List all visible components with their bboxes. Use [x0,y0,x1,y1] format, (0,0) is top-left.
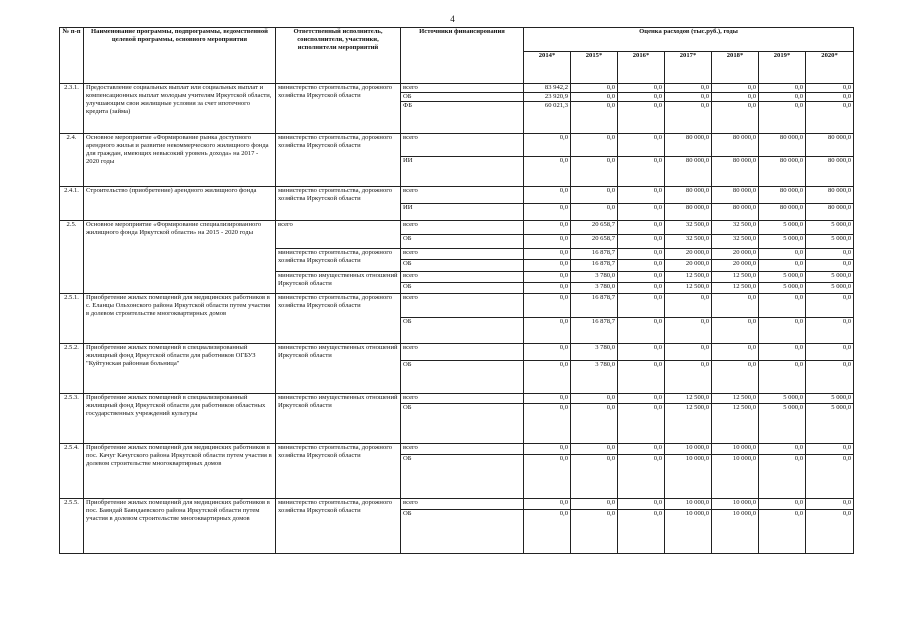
amount-cell: 0,0 [712,344,759,361]
amount-cell: 0,0 [524,499,571,510]
amount-cell: 0,0 [806,102,854,134]
amount-cell: 0,0 [618,499,665,510]
amount-cell: 0,0 [524,235,571,249]
amount-cell: 0,0 [665,294,712,318]
funding-source: всего [401,294,524,318]
amount-cell: 0,0 [759,361,806,394]
amount-cell: 0,0 [524,294,571,318]
header-year: 2018* [712,52,759,84]
table-row [60,394,854,404]
amount-cell: 12 500,0 [665,283,712,294]
funding-source: ОБ [401,260,524,272]
amount-cell: 23 920,9 [524,93,571,102]
header-year: 2016* [618,52,665,84]
funding-source: всего [401,444,524,455]
funding-source: ОБ [401,235,524,249]
amount-cell: 80 000,0 [806,187,854,204]
amount-cell: 80 000,0 [712,204,759,221]
executor: министерство строительства, дорожного хозяйства Иркутской области [276,249,401,272]
amount-cell: 0,0 [524,361,571,394]
amount-cell: 80 000,0 [759,157,806,187]
row-number: 2.4. [60,134,84,187]
amount-cell: 0,0 [712,361,759,394]
header-year: 2014* [524,52,571,84]
amount-cell: 32 500,0 [712,235,759,249]
table-row [60,444,854,455]
amount-cell: 0,0 [524,444,571,455]
executor: министерство строительства, дорожного хозяйства Иркутской области [276,499,401,554]
amount-cell: 0,0 [524,344,571,361]
executor: министерство имущественных отношений Иркутской области [276,344,401,394]
amount-cell: 0,0 [571,102,618,134]
funding-source: ИИ [401,204,524,221]
amount-cell: 0,0 [524,204,571,221]
amount-cell: 0,0 [665,344,712,361]
amount-cell: 0,0 [665,84,712,93]
amount-cell: 0,0 [524,272,571,283]
amount-cell: 0,0 [618,221,665,235]
executor: всего [276,221,401,249]
amount-cell: 5 000,0 [759,283,806,294]
amount-cell: 0,0 [524,260,571,272]
amount-cell: 0,0 [618,260,665,272]
amount-cell: 0,0 [618,361,665,394]
row-number: 2.3.1. [60,84,84,134]
amount-cell: 0,0 [806,344,854,361]
amount-cell: 0,0 [806,510,854,554]
amount-cell: 0,0 [759,455,806,499]
amount-cell: 0,0 [618,294,665,318]
funding-source: ОБ [401,404,524,444]
amount-cell: 12 500,0 [665,394,712,404]
amount-cell: 12 500,0 [665,272,712,283]
amount-cell: 10 000,0 [712,455,759,499]
amount-cell: 0,0 [571,84,618,93]
amount-cell: 0,0 [524,404,571,444]
amount-cell: 0,0 [524,134,571,157]
row-number: 2.4.1. [60,187,84,221]
amount-cell: 0,0 [712,93,759,102]
amount-cell: 16 878,7 [571,294,618,318]
funding-source: всего [401,249,524,260]
amount-cell: 80 000,0 [665,157,712,187]
amount-cell: 32 500,0 [665,221,712,235]
header-estimate: Оценка расходов (тыс.руб.), годы [524,28,854,52]
amount-cell: 0,0 [759,510,806,554]
amount-cell: 0,0 [759,249,806,260]
amount-cell: 0,0 [806,455,854,499]
amount-cell: 5 000,0 [806,283,854,294]
funding-source: ОБ [401,93,524,102]
amount-cell: 0,0 [665,361,712,394]
header-executor: Ответственный исполнитель, соисполнители, участники, исполнители мероприятий [276,28,401,84]
amount-cell: 0,0 [571,93,618,102]
funding-source: всего [401,221,524,235]
amount-cell: 80 000,0 [665,134,712,157]
amount-cell: 80 000,0 [665,187,712,204]
funding-source: ОБ [401,510,524,554]
amount-cell: 0,0 [618,344,665,361]
amount-cell: 0,0 [618,93,665,102]
row-number: 2.5.2. [60,344,84,394]
amount-cell: 80 000,0 [665,204,712,221]
amount-cell: 0,0 [571,394,618,404]
executor: министерство строительства, дорожного хозяйства Иркутской области [276,187,401,221]
amount-cell: 0,0 [571,134,618,157]
amount-cell: 0,0 [618,510,665,554]
funding-source: всего [401,187,524,204]
row-number: 2.5.3. [60,394,84,444]
amount-cell: 0,0 [712,294,759,318]
amount-cell: 0,0 [759,444,806,455]
amount-cell: 0,0 [571,157,618,187]
amount-cell: 0,0 [806,249,854,260]
amount-cell: 32 500,0 [712,221,759,235]
header-source: Источники финансирования [401,28,524,84]
amount-cell: 0,0 [618,444,665,455]
executor: министерство строительства, дорожного хозяйства Иркутской области [276,294,401,344]
funding-source: всего [401,499,524,510]
amount-cell: 10 000,0 [665,444,712,455]
table-row [60,294,854,318]
amount-cell: 5 000,0 [806,235,854,249]
expenses-table [59,27,854,554]
amount-cell: 80 000,0 [712,187,759,204]
header-name: Наименование программы, подпрограммы, ведомственной целевой программы, основного мероприятия [84,28,276,84]
amount-cell: 12 500,0 [712,404,759,444]
amount-cell: 0,0 [665,318,712,344]
program-name: Приобретение жилых помещений для медицинских работников в с. Еланцы Ольхонского района Иркутской области путем участия в долевом строительстве многоквартирных домов [84,294,276,344]
amount-cell: 5 000,0 [759,235,806,249]
amount-cell: 0,0 [759,93,806,102]
amount-cell: 83 942,2 [524,84,571,93]
funding-source: всего [401,344,524,361]
amount-cell: 80 000,0 [759,204,806,221]
amount-cell: 0,0 [571,444,618,455]
amount-cell: 0,0 [759,102,806,134]
amount-cell: 10 000,0 [712,499,759,510]
amount-cell: 0,0 [571,187,618,204]
funding-source: ФБ [401,102,524,134]
amount-cell: 12 500,0 [712,283,759,294]
amount-cell: 0,0 [524,187,571,204]
amount-cell: 0,0 [618,455,665,499]
row-number: 2.5.4. [60,444,84,499]
amount-cell: 0,0 [618,102,665,134]
program-name: Основное мероприятие «Формирование рынка доступного арендного жилья и развитие некоммерческого жилищного фонда для граждан, имеющих невысокий уровень дохода» на 2017 - 2020 годы [84,134,276,187]
funding-source: ИИ [401,157,524,187]
table-row [60,221,854,235]
amount-cell: 3 780,0 [571,344,618,361]
executor: министерство строительства, дорожного хозяйства Иркутской области [276,84,401,134]
page-number: 4 [450,14,455,24]
amount-cell: 0,0 [759,344,806,361]
amount-cell: 0,0 [759,84,806,93]
amount-cell: 5 000,0 [759,272,806,283]
amount-cell: 0,0 [571,404,618,444]
header-year: 2020* [806,52,854,84]
amount-cell: 0,0 [759,499,806,510]
program-name: Приобретение жилых помещений в специализированный жилищный фонд Иркутской области для работников ОГБУЗ "Куйтунская районная больница" [84,344,276,394]
amount-cell: 80 000,0 [712,157,759,187]
amount-cell: 0,0 [571,510,618,554]
amount-cell: 5 000,0 [759,394,806,404]
program-name: Основное мероприятие «Формирование специализированного жилищного фонда Иркутской области» на 2015 - 2020 годы [84,221,276,294]
amount-cell: 12 500,0 [665,404,712,444]
amount-cell: 3 780,0 [571,361,618,394]
amount-cell: 20 658,7 [571,221,618,235]
row-number: 2.5.1. [60,294,84,344]
amount-cell: 0,0 [806,294,854,318]
amount-cell: 0,0 [759,318,806,344]
amount-cell: 20 000,0 [712,249,759,260]
amount-cell: 80 000,0 [806,157,854,187]
amount-cell: 80 000,0 [759,134,806,157]
amount-cell: 0,0 [806,361,854,394]
amount-cell: 0,0 [524,455,571,499]
table-row [60,344,854,361]
program-name: Приобретение жилых помещений для медицинских работников в пос. Качуг Качугского района Иркутской области путем участия в долевом строительстве многоквартирных домов [84,444,276,499]
amount-cell: 3 780,0 [571,283,618,294]
amount-cell: 0,0 [618,157,665,187]
amount-cell: 5 000,0 [759,404,806,444]
amount-cell: 0,0 [618,272,665,283]
amount-cell: 0,0 [524,394,571,404]
amount-cell: 80 000,0 [806,204,854,221]
table-row [60,84,854,93]
amount-cell: 0,0 [524,249,571,260]
amount-cell: 5 000,0 [806,221,854,235]
amount-cell: 0,0 [618,134,665,157]
amount-cell: 12 500,0 [712,272,759,283]
funding-source: всего [401,134,524,157]
amount-cell: 0,0 [806,93,854,102]
amount-cell: 0,0 [806,260,854,272]
amount-cell: 0,0 [665,93,712,102]
amount-cell: 16 878,7 [571,318,618,344]
amount-cell: 0,0 [524,221,571,235]
funding-source: ОБ [401,361,524,394]
amount-cell: 0,0 [712,318,759,344]
funding-source: всего [401,272,524,283]
amount-cell: 0,0 [571,499,618,510]
funding-source: ОБ [401,318,524,344]
amount-cell: 60 021,3 [524,102,571,134]
amount-cell: 0,0 [524,157,571,187]
amount-cell: 20 000,0 [665,249,712,260]
amount-cell: 0,0 [806,318,854,344]
amount-cell: 0,0 [806,499,854,510]
amount-cell: 10 000,0 [712,510,759,554]
amount-cell: 5 000,0 [759,221,806,235]
executor: министерство строительства, дорожного хозяйства Иркутской области [276,444,401,499]
funding-source: всего [401,84,524,93]
amount-cell: 80 000,0 [759,187,806,204]
amount-cell: 0,0 [524,510,571,554]
amount-cell: 0,0 [712,102,759,134]
amount-cell: 0,0 [618,235,665,249]
program-name: Предоставление социальных выплат или социальных выплат и компенсационных выплат молодым учителям Иркутской области, улучшающим свои жилищные условия за счет ипотечного кредита (займа) [84,84,276,134]
amount-cell: 0,0 [571,455,618,499]
amount-cell: 5 000,0 [806,404,854,444]
amount-cell: 0,0 [618,394,665,404]
amount-cell: 0,0 [806,444,854,455]
header-no: № п-п [60,28,84,84]
amount-cell: 12 500,0 [712,394,759,404]
amount-cell: 0,0 [524,318,571,344]
amount-cell: 0,0 [759,294,806,318]
executor: министерство имущественных отношений Иркутской области [276,394,401,444]
table-row [60,134,854,157]
amount-cell: 10 000,0 [665,510,712,554]
header-year: 2017* [665,52,712,84]
funding-source: всего [401,394,524,404]
amount-cell: 5 000,0 [806,272,854,283]
amount-cell: 0,0 [665,102,712,134]
amount-cell: 0,0 [524,283,571,294]
amount-cell: 0,0 [618,84,665,93]
amount-cell: 0,0 [618,318,665,344]
amount-cell: 0,0 [712,84,759,93]
row-number: 2.5.5. [60,499,84,554]
header-year: 2019* [759,52,806,84]
amount-cell: 80 000,0 [712,134,759,157]
funding-source: ОБ [401,455,524,499]
program-name: Строительство (приобретение) арендного жилищного фонда [84,187,276,221]
amount-cell: 10 000,0 [665,499,712,510]
amount-cell: 20 000,0 [665,260,712,272]
amount-cell: 0,0 [618,249,665,260]
amount-cell: 20 000,0 [712,260,759,272]
amount-cell: 16 878,7 [571,249,618,260]
amount-cell: 0,0 [618,204,665,221]
row-number: 2.5. [60,221,84,294]
amount-cell: 0,0 [618,187,665,204]
executor: министерство строительства, дорожного хозяйства Иркутской области [276,134,401,187]
amount-cell: 3 780,0 [571,272,618,283]
header-year: 2015* [571,52,618,84]
program-name: Приобретение жилых помещений в специализированный жилищный фонд Иркутской области для работников областных государственных учреждений культуры [84,394,276,444]
amount-cell: 0,0 [759,260,806,272]
program-name: Приобретение жилых помещений для медицинских работников в пос. Баяндай Баяндаевского района Иркутской области путем участия в долевом строительстве многоквартирных домов [84,499,276,554]
amount-cell: 0,0 [571,204,618,221]
amount-cell: 20 658,7 [571,235,618,249]
executor: министерство имущественных отношений Иркутской области [276,272,401,294]
amount-cell: 0,0 [806,84,854,93]
amount-cell: 5 000,0 [806,394,854,404]
funding-source: ОБ [401,283,524,294]
table-row [60,499,854,510]
amount-cell: 0,0 [618,283,665,294]
amount-cell: 0,0 [618,404,665,444]
amount-cell: 10 000,0 [712,444,759,455]
amount-cell: 16 878,7 [571,260,618,272]
amount-cell: 32 500,0 [665,235,712,249]
table-row [60,187,854,204]
amount-cell: 10 000,0 [665,455,712,499]
amount-cell: 80 000,0 [806,134,854,157]
